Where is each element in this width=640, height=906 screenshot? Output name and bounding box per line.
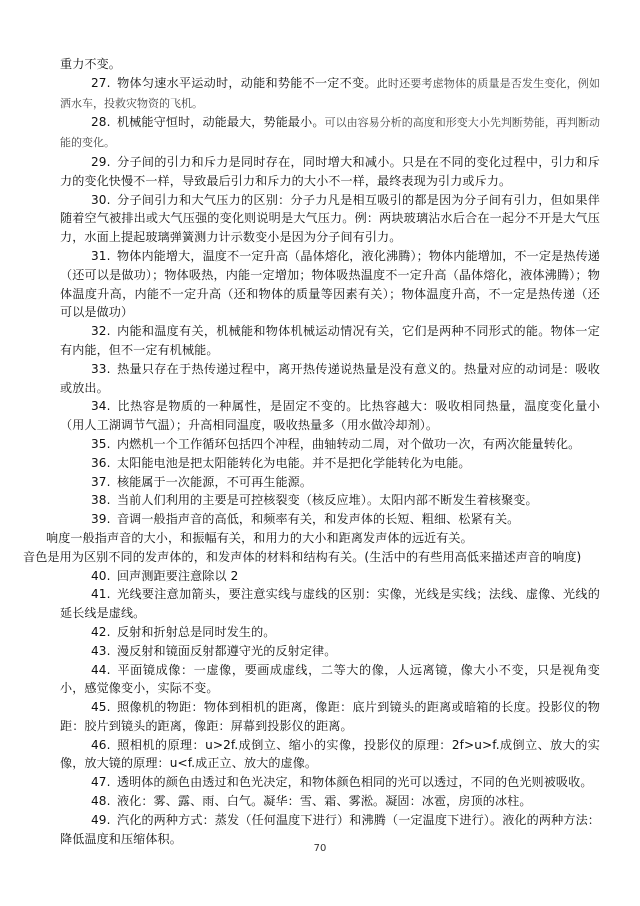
item-text: 太阳能电池是把太阳能转化为电能。并不是把化学能转化为电能。 [116, 455, 471, 470]
item-text: 漫反射和镜面反射都遵守光的反射定律。 [116, 643, 337, 658]
item-number: 30. [91, 192, 111, 207]
item-text: 内燃机一个工作循环包括四个冲程，曲轴转动二周，对个做功一次，有两次能量转化。 [116, 436, 581, 451]
list-item [60, 153, 600, 191]
loudness-line [46, 529, 600, 548]
item-text: 平面镜成像：一虚像，要画成虚线，二等大的像，人远离镜，像大小不变，只是视角变小，感觉像变小，实际不变。 [60, 662, 600, 696]
page-number: 70 [313, 843, 327, 854]
list-item [60, 773, 600, 792]
opening-line [60, 55, 600, 74]
item-text: 物体内能增大，温度不一定升高（晶体熔化，液化沸腾）；物体内能增加，不一定是热传递（还可以是做功）；物体吸热，内能一定增加；物体吸热温度不一定升高（晶体熔化，液体沸腾）；物体温度升高，内能不一定升高（还和物体的质量等因素有关）；物体温度升高，不一定是热传递（还可以是做功） [60, 248, 600, 320]
item-text: 核能属于一次能源，不可再生能源。 [116, 474, 313, 489]
item-number: 44. [91, 662, 111, 677]
item-text: 透明体的颜色由透过和色光决定，和物体颜色相同的光可以透过，不同的色光则被吸收。 [116, 775, 593, 790]
item-text: 机械能守恒时，动能最大，势能最小。 [116, 115, 325, 130]
item-number: 49. [91, 812, 111, 827]
list-item [60, 191, 600, 247]
item-text: 回声测距要注意除以 2 [116, 568, 239, 583]
list-item [60, 435, 600, 454]
list-item [60, 567, 600, 586]
item-text: 汽化的两种方式：蒸发（任何温度下进行）和沸腾（一定温度下进行）。液化的两种方法：降低温度和压缩体积。 [60, 812, 600, 846]
item-number: 48. [91, 794, 111, 809]
item-number: 36. [91, 455, 111, 470]
item-number: 31. [91, 248, 111, 263]
list-item [60, 642, 600, 661]
item-text: 分子间引力和大气压力的区别：分子力凡是相互吸引的都是因为分子间有引力，但如果伴随着空气被排出或大气压强的变化则说明是大气压力。例：两块玻璃沾水后合在一起分不开是大气压力，水面上提起玻璃弹簧测力计示数变小是因为分子间有引力。 [60, 192, 600, 245]
item-text: 照像机的物距：物体到相机的距离，像距：底片到镜头的距离或暗箱的长度。投影仪的物距：胶片到镜头的距离，像距：屏幕到投影仪的距离。 [60, 700, 600, 733]
item-number: 32. [91, 324, 111, 339]
list-item [60, 113, 600, 153]
item-number: 47. [91, 775, 111, 790]
item-number: 28. [91, 115, 111, 130]
item-number: 27. [91, 75, 111, 90]
item-text: 分子间的引力和斥力是同时存在，同时增大和减小。只是在不同的变化过程中，引力和斥力的变化快慢不一样，导致最后引力和斥力的大小不一样，最终表现为引力或斥力。 [60, 154, 600, 188]
opening-text: 重力不变。 [60, 57, 121, 71]
list-item [60, 360, 600, 398]
item-number: 37. [91, 474, 111, 489]
list-item [60, 792, 600, 811]
timbre-line [23, 548, 600, 567]
list-item [60, 623, 600, 642]
item-text: 照相机的原理：u>2f.成倒立、缩小的实像，投影仪的原理：2f>u>f.成倒立、放大的实像，放大镜的原理：u<f.成正立、放大的虚像。 [60, 737, 600, 771]
list-item [60, 661, 600, 699]
list-item [60, 585, 600, 623]
item-number: 41. [91, 587, 111, 602]
item-text: 物体匀速水平运动时，动能和势能不一定不变。 [117, 75, 377, 90]
item-number: 29. [91, 154, 111, 169]
item-text: 液化：雾、露、雨、白气。凝华：雪、霜、雾淞。凝固：冰雹，房顶的冰柱。 [116, 794, 532, 809]
loudness-text: 响度一般指声音的大小，和振幅有关，和用力的大小和距离发声体的远近有关。 [46, 530, 473, 545]
item-list-1 [60, 74, 600, 529]
list-item [60, 698, 600, 736]
list-item [60, 473, 600, 492]
list-item [60, 397, 600, 435]
list-item [60, 454, 600, 473]
list-item [60, 247, 600, 322]
item-number: 46. [91, 737, 111, 752]
list-item [60, 510, 600, 529]
item-number: 42. [91, 624, 111, 639]
item-number: 45. [91, 700, 111, 715]
item-number: 35. [91, 436, 111, 451]
item-list-2 [60, 567, 600, 849]
list-item [60, 491, 600, 510]
item-text: 光线要注意加箭头，要注意实线与虚线的区别：实像，光线是实线；法线、虚像、光线的延长线是虚线。 [60, 587, 600, 621]
timbre-text: 音色是用为区别不同的发声体的，和发声体的材料和结构有关。(生活中的有些用高低来描述声音的响度) [23, 549, 582, 564]
item-number: 38. [91, 493, 111, 508]
list-item [60, 74, 600, 114]
item-text: 热量只存在于热传递过程中，离开热传递说热量是没有意义的。热量对应的动词是：吸收或放出。 [60, 361, 600, 395]
item-number: 40. [91, 568, 111, 583]
item-note: 可以由容易分析的高度和形变大小先判断势能，再判断动能的变化。 [60, 116, 601, 150]
item-text: 音调一般指声音的高低，和频率有关，和发声体的长短、粗细、松紧有关。 [116, 512, 520, 527]
item-text: 比热容是物质的一种属性，是固定不变的。比热容越大：吸收相同热量，温度变化量小（用人工湖调节气温）；升高相同温度，吸收热量多（用水做冷却剂）。 [60, 399, 600, 433]
list-item [60, 736, 600, 774]
item-number: 43. [91, 643, 111, 658]
document-body [23, 55, 601, 848]
item-text: 当前人们利用的主要是可控核裂变（核反应堆）。太阳内部不断发生着核聚变。 [116, 493, 538, 508]
item-number: 39. [91, 512, 111, 527]
item-number: 33. [91, 361, 111, 376]
list-item [60, 322, 600, 360]
item-text: 内能和温度有关，机械能和物体机械运动情况有关，它们是两种不同形式的能。物体一定有内能，但不一定有机械能。 [60, 324, 600, 357]
item-text: 反射和折射总是同时发生的。 [116, 624, 276, 639]
item-number: 34. [91, 399, 111, 414]
item-note: 此时还要考虑物体的质量是否发生变化，例如洒水车，投救灾物资的飞机。 [60, 76, 600, 110]
